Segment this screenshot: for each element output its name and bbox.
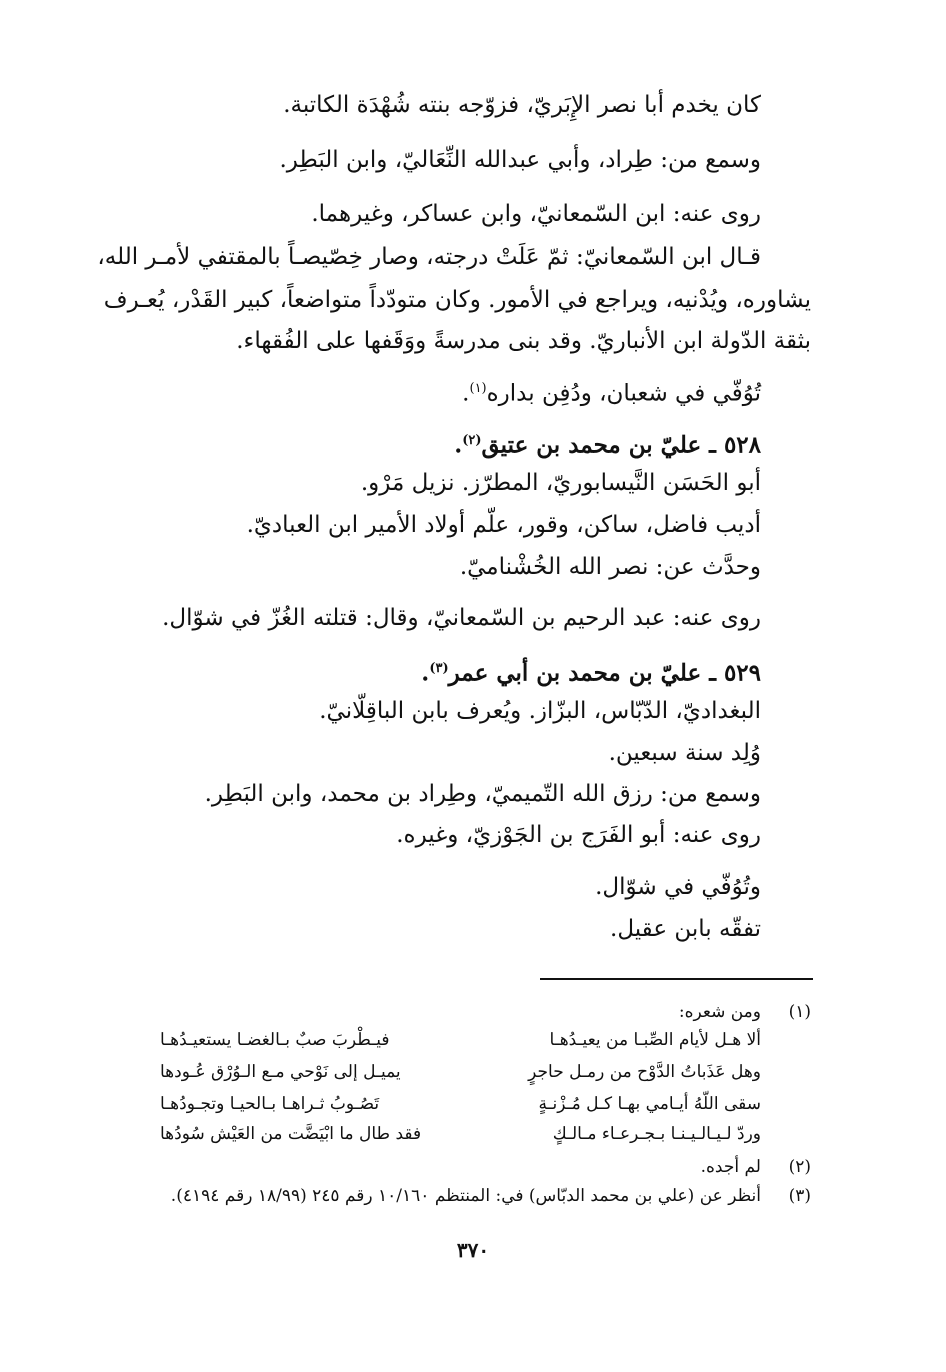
footnote-3-text: أنظر عن (علي بن محمد الدبّاس) في: المنتظم ١٠/١٦٠ رقم ٢٤٥ (١٨/٩٩ رقم ٤١٩٤). (170, 1186, 761, 1206)
entry-529-line-1: البغداديّ، الدّبّاس، البزّاز. ويُعرف بابن الباقِلّانيّ. (319, 698, 761, 724)
verse-1-second-hemistich: فيـطْربَ صبٌ بـالغضـا يستعيـدُهـا (160, 1030, 390, 1050)
body-line-5: يشاوره، ويُدْنيه، ويراجع في الأمور. وكان متودّداً متواضعاً، كبير القَدْر، يُعـرف (103, 287, 811, 313)
body-line-2: وسمع من: طِراد، وأبي عبدالله النِّعَاليّ، وابن البَطِر. (279, 147, 761, 173)
footnote-2-text: لم أجده. (700, 1157, 761, 1177)
page-number: ٣٧٠ (456, 1238, 490, 1262)
entry-528-line-3: وحدَّث عن: نصر الله الخُشْناميّ. (459, 554, 761, 580)
entry-528-heading: ٥٢٨ ـ عليّ بن محمد بن عتيق (481, 431, 761, 459)
entry-529-line-3: وسمع من: رزق الله التّميميّ، وطِراد بن محمد، وابن البَطِر. (204, 781, 761, 807)
entry-529-line-6: تفقّه بابن عقيل. (610, 916, 761, 942)
footnote-ref-2[interactable]: (٢) (462, 433, 482, 448)
body-line-3: روى عنه: ابن السّمعانيّ، وابن عساكر، وغيرهما. (311, 201, 761, 227)
body-line-4: قـال ابن السّمعانيّ: ثمّ عَلَتْ درجته، وصار خِصّيصـاً بالمقتفي لأمـر الله، (97, 244, 761, 270)
footnote-ref-1[interactable]: (١) (469, 381, 487, 396)
entry-528-line-4: روى عنه: عبد الرحيم بن السّمعانيّ، وقال: قتلته الغُزّ في شوّال. (162, 605, 761, 631)
verse-2-first-hemistich: وهل عَذَباتُ الدَّوْح من رمـل حاجرٍ (528, 1062, 761, 1082)
footnote-1-intro: ومن شعره: (678, 1002, 761, 1022)
entry-529-line-5: وتُوُفّي في شوّال. (595, 874, 761, 900)
footnote-divider (540, 978, 813, 980)
verse-3-first-hemistich: سقى اللّهُ أيـامي بهـا كـل مُـزْنـةٍ (538, 1094, 761, 1114)
verse-1-first-hemistich: ألا هـل لأيام الصِّبـا من يعيـدُهـا (549, 1030, 761, 1050)
entry-529-line-4: روى عنه: أبو الفَرَج بن الجَوْزيّ، وغيره. (396, 822, 761, 848)
footnote-2-number: (٢) (788, 1157, 811, 1177)
punct: . (462, 380, 470, 407)
verse-3-second-hemistich: تَصُـوبُ ثـراهـا بـالحيـا وتجـودُهـا (160, 1094, 380, 1114)
entry-529-heading: ٥٢٩ ـ عليّ بن محمد بن أبي عمر (448, 659, 761, 687)
entry-528-line-1: أبو الحَسَن النَّيسابوريّ، المطرّز. نزيل مَرْو. (360, 470, 761, 496)
body-line-6: بثقة الدّولة ابن الأنباريّ. وقد بنى مدرسةً ووَقَفها على الفُقهاء. (236, 328, 811, 354)
footnote-1-number: (١) (788, 1002, 811, 1022)
entry-529-line-2: وُلِد سنة سبعين. (608, 740, 761, 766)
death-text: تُوُفّي في شعبان، ودُفِن بداره (486, 380, 761, 407)
body-line-1: كان يخدم أبا نصر الإِبَريّ، فزوّجه بنته شُهْدَة الكاتبة. (283, 92, 761, 118)
verse-4-first-hemistich: وردّ لـيـالـيـنـا بـجـرعـاء مـالـكٍ (552, 1124, 761, 1144)
footnote-3-number: (٣) (788, 1186, 811, 1206)
punct: . (454, 431, 463, 459)
punct: . (421, 659, 430, 687)
entry-528-title (100, 424, 761, 463)
verse-2-second-hemistich: يميـل إلى نَوْحي مـع الـوُرْق عُـودها (160, 1062, 401, 1082)
entry-528-line-2: أديب فاضل، ساكن، وقور، علّم أولاد الأمير ابن العباديّ. (246, 512, 761, 538)
footnote-ref-3[interactable]: (٣) (429, 661, 449, 676)
body-line-7 (100, 372, 761, 411)
verse-4-second-hemistich: فقد طال ما ابْيَضَّت من العَيْش سُودُها (160, 1124, 422, 1144)
entry-529-title (100, 652, 761, 691)
